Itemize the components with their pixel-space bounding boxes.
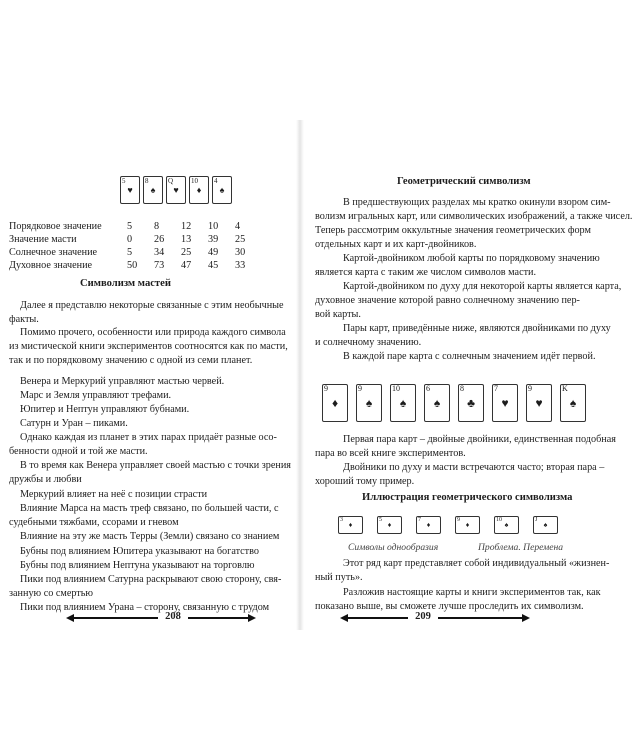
table-cell: 25 <box>181 247 192 258</box>
text-line: Первая пара карт – двойные двойники, единственная подобная <box>343 434 616 445</box>
text-line: отдельных карт и их карт-двойников. <box>315 239 477 250</box>
suit-icon: ♠ <box>399 396 407 410</box>
card-rank: 7 <box>494 384 498 393</box>
table-cell: 33 <box>235 260 246 271</box>
playing-card <box>143 176 163 204</box>
playing-card <box>377 516 402 534</box>
text-line: Марс и Земля управляют трефами. <box>20 390 172 401</box>
suit-icon: ♥ <box>501 396 509 410</box>
card-rank: 9 <box>528 384 532 393</box>
playing-card <box>455 516 480 534</box>
row-label: Солнечное значение <box>9 247 98 258</box>
caption: Проблема. Перемена <box>478 542 564 553</box>
playing-card <box>356 384 382 422</box>
page-number: 208 <box>165 611 181 622</box>
page-footer-left <box>0 611 300 625</box>
table-cell: 5 <box>127 247 133 258</box>
text-line: Теперь рассмотрим оккультные значения геометрических форм <box>315 225 591 236</box>
text-line: дружбы и любви <box>9 474 82 485</box>
text-line: показано выше, вы сможете лучше проследить их символизм. <box>315 601 584 612</box>
text-line: Венера и Меркурий управляют мастью червей. <box>20 376 225 387</box>
text-line: Влияние Марса на масть треф связано, по большей части, с <box>20 503 279 514</box>
text-line: Однако каждая из планет в этих парах придаёт разные осо- <box>20 432 277 443</box>
card-rank: J <box>535 517 538 523</box>
illustration-card-row <box>338 516 558 534</box>
text-line: духовное значение которой равно солнечному значению пер- <box>315 295 580 306</box>
playing-card <box>424 384 450 422</box>
section-heading: Геометрический символизм <box>397 176 531 187</box>
playing-card <box>560 384 586 422</box>
table-cell: 4 <box>235 221 241 232</box>
table-cell: 8 <box>154 221 160 232</box>
text-line: бенности одной и той же масти. <box>9 446 148 457</box>
footer-rule <box>72 617 158 619</box>
suit-icon: ♦ <box>426 521 431 529</box>
text-line: и солнечному значению. <box>315 337 422 348</box>
playing-card <box>416 516 441 534</box>
suit-icon: ♦ <box>196 185 202 195</box>
text-line: занную со смертью <box>9 588 94 599</box>
table-cell: 12 <box>181 221 192 232</box>
table-cell: 25 <box>235 234 246 245</box>
table-cell: 50 <box>127 260 138 271</box>
card-rank: 5 <box>122 177 126 185</box>
card-pairs-row <box>322 384 586 422</box>
text-line: Влияние на эту же масть Терры (Земли) связано со знанием <box>20 531 280 542</box>
card-rank: 10 <box>496 517 502 523</box>
text-line: В предшествующих разделах мы кратко окинули взором сим- <box>343 197 611 208</box>
table-row <box>9 233 262 246</box>
text-line: хороший тому пример. <box>315 476 415 487</box>
section-heading: Символизм мастей <box>80 278 171 289</box>
table-cell: 39 <box>208 234 219 245</box>
arrow-right-icon <box>248 614 256 622</box>
card-rank: 4 <box>214 177 218 185</box>
text-line: Картой-двойником любой карты по порядковому значению <box>343 253 600 264</box>
text-line: судебными тяжбами, ссорами и гневом <box>9 517 179 528</box>
text-line: пара во всей книге экспериментов. <box>315 448 466 459</box>
suit-icon: ♥ <box>535 396 543 410</box>
playing-card <box>120 176 140 204</box>
table-cell: 13 <box>181 234 192 245</box>
playing-card <box>494 516 519 534</box>
table-cell: 34 <box>154 247 165 258</box>
row-label: Духовное значение <box>9 260 93 271</box>
suit-icon: ♣ <box>467 396 475 410</box>
text-line: Сатурн и Уран – пиками. <box>20 418 128 429</box>
table-cell: 49 <box>208 247 219 258</box>
text-line: Бубны под влиянием Нептуна указывают на торговлю <box>20 560 255 571</box>
arrow-right-icon <box>522 614 530 622</box>
card-rank: Q <box>168 177 174 185</box>
table-row <box>9 259 262 272</box>
text-line: волизм игральных карт, или символических изображений, а также чисел. <box>315 211 632 222</box>
left-page <box>0 0 300 750</box>
text-line: факты. <box>9 314 39 325</box>
playing-card <box>458 384 484 422</box>
text-line: Пики под влиянием Урана – сторону, связанную с трудом <box>20 602 270 613</box>
text-line: Пики под влиянием Сатурна раскрывают свою сторону, свя- <box>20 574 282 585</box>
text-line: Разложив настоящие карты и книги экспериментов так, как <box>343 587 601 598</box>
card-row <box>120 176 232 204</box>
text-line: из мистической книги экспериментов соотносятся как по масти, <box>9 341 288 352</box>
table-cell: 73 <box>154 260 165 271</box>
card-rank: 8 <box>460 384 464 393</box>
suit-icon: ♦ <box>387 521 392 529</box>
row-label: Значение масти <box>9 234 77 245</box>
text-line: Двойники по духу и масти встречаются часто; вторая пара – <box>343 462 605 473</box>
table-cell: 0 <box>127 234 133 245</box>
table-cell: 5 <box>127 221 133 232</box>
card-rank: 9 <box>457 517 460 523</box>
text-line: Помимо прочего, особенности или природа каждого символа <box>20 327 286 338</box>
suit-icon: ♠ <box>543 521 548 529</box>
card-rank: K <box>562 384 568 393</box>
card-rank: 3 <box>340 517 343 523</box>
playing-card <box>189 176 209 204</box>
card-rank: 7 <box>418 517 421 523</box>
text-line: вой карты. <box>315 309 361 320</box>
table-cell: 10 <box>208 221 219 232</box>
card-values-table <box>9 220 262 272</box>
table-cell: 26 <box>154 234 165 245</box>
text-line: ный путь». <box>315 572 363 583</box>
table-cell: 47 <box>181 260 192 271</box>
playing-card <box>526 384 552 422</box>
text-line: В каждой паре карта с солнечным значением идёт первой. <box>343 351 596 362</box>
text-line: так и по порядковому значению с одной из семи планет. <box>9 355 253 366</box>
playing-card <box>390 384 416 422</box>
table-cell: 30 <box>235 247 246 258</box>
row-label: Порядковое значение <box>9 221 102 232</box>
text-line: В то время как Венера управляет своей мастью с точки зрения <box>20 460 291 471</box>
suit-icon: ♦ <box>348 521 353 529</box>
playing-card <box>212 176 232 204</box>
card-rank: 6 <box>426 384 430 393</box>
table-row <box>9 246 262 259</box>
table-cell: 45 <box>208 260 219 271</box>
page-number: 209 <box>415 611 431 622</box>
text-line: Картой-двойником по духу для некоторой карты является карта, <box>343 281 622 292</box>
suit-icon: ♥ <box>127 185 133 195</box>
text-line: Далее я представлю некоторые связанные с этим необычные <box>20 300 284 311</box>
card-rank: 10 <box>191 177 198 185</box>
caption: Символы однообразия <box>348 542 439 553</box>
text-line: Пары карт, приведённые ниже, являются двойниками по духу <box>343 323 611 334</box>
playing-card <box>533 516 558 534</box>
suit-icon: ♠ <box>504 521 509 529</box>
text-line: Юпитер и Нептун управляют бубнами. <box>20 404 190 415</box>
text-line: является карта с таким же числом символов масти. <box>315 267 537 278</box>
card-rank: 9 <box>324 384 328 393</box>
playing-card <box>492 384 518 422</box>
footer-rule <box>438 617 524 619</box>
right-page <box>300 0 632 750</box>
suit-icon: ♦ <box>331 396 339 410</box>
card-rank: 10 <box>392 384 400 393</box>
playing-card <box>166 176 186 204</box>
section-heading: Иллюстрация геометрического символизма <box>362 492 573 503</box>
suit-icon: ♠ <box>365 396 373 410</box>
text-line: Бубны под влиянием Юпитера указывают на богатство <box>20 546 259 557</box>
card-rank: 9 <box>358 384 362 393</box>
suit-icon: ♠ <box>433 396 441 410</box>
suit-icon: ♥ <box>173 185 179 195</box>
table-row <box>9 220 262 233</box>
suit-icon: ♠ <box>569 396 577 410</box>
footer-rule <box>346 617 408 619</box>
playing-card <box>338 516 363 534</box>
suit-icon: ♠ <box>219 185 225 195</box>
card-rank: 8 <box>145 177 149 185</box>
suit-icon: ♦ <box>465 521 470 529</box>
text-line: Меркурий влияет на неё с позиции страсти <box>20 489 208 500</box>
card-rank: 5 <box>379 517 382 523</box>
suit-icon: ♠ <box>150 185 156 195</box>
text-line: Этот ряд карт представляет собой индивидуальный «жизнен- <box>343 558 610 569</box>
footer-rule <box>188 617 250 619</box>
page-footer-right <box>300 611 600 625</box>
playing-card <box>322 384 348 422</box>
